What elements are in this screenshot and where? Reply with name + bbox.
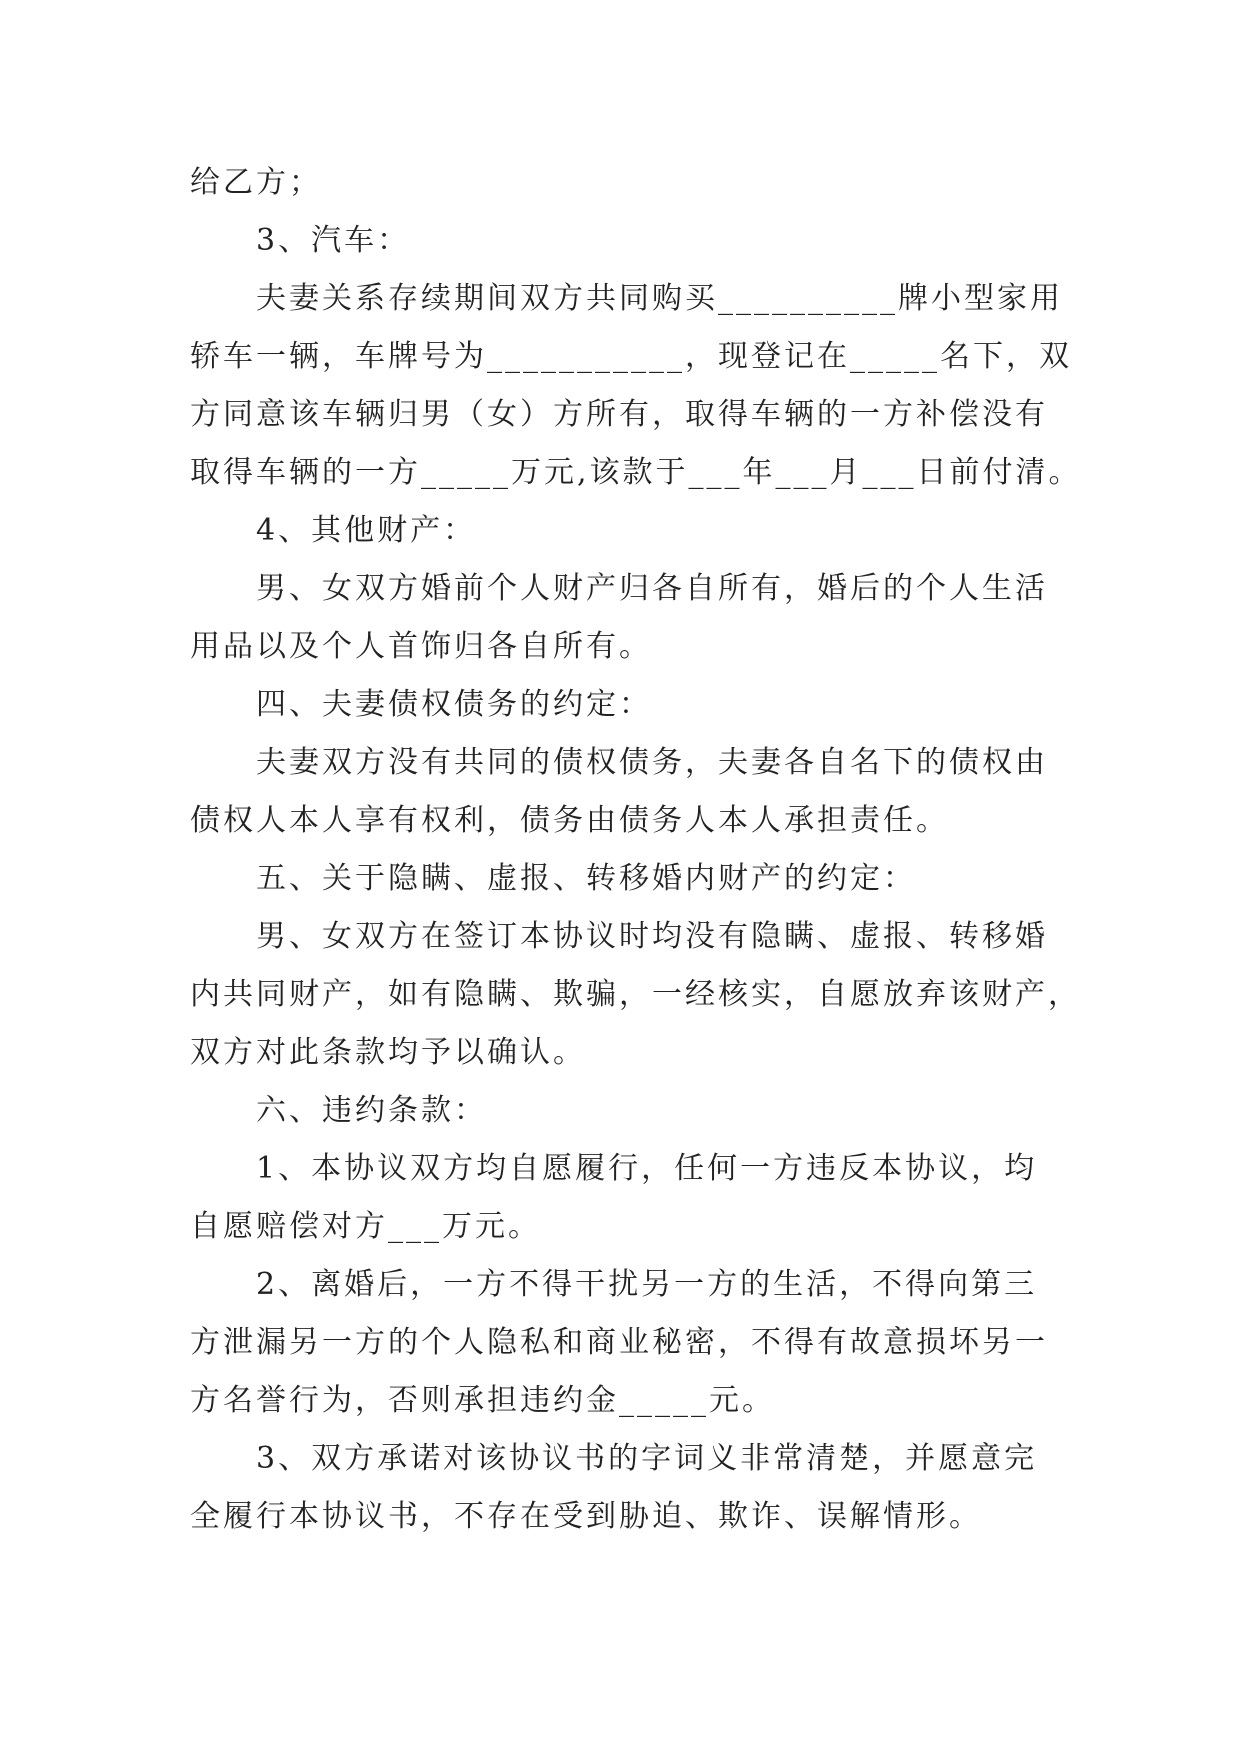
text-line: 3、汽车： (256, 223, 411, 258)
text-line: 四、夫妻债权债务的约定： (256, 687, 652, 722)
text-line: 方名誉行为，否则承担违约金_____元。 (190, 1383, 775, 1418)
text-line: 债权人本人享有权利，债务由债务人本人承担责任。 (190, 803, 949, 838)
text-line: 男、女双方在签订本协议时均没有隐瞒、虚报、转移婚 (256, 919, 1048, 954)
text-line: 五、关于隐瞒、虚报、转移婚内财产的约定： (256, 861, 916, 896)
text-line: 4、其他财产： (256, 513, 477, 548)
text-line: 方泄漏另一方的个人隐私和商业秘密，不得有故意损坏另一 (190, 1325, 1048, 1360)
text-line: 2、离婚后，一方不得干扰另一方的生活，不得向第三 (256, 1267, 1038, 1302)
text-line: 3、双方承诺对该协议书的字词义非常清楚，并愿意完 (256, 1441, 1038, 1476)
text-line: 内共同财产，如有隐瞒、欺骗，一经核实，自愿放弃该财产， (190, 977, 1081, 1012)
text-line: 用品以及个人首饰归各自所有。 (190, 629, 652, 664)
text-line: 给乙方； (190, 165, 322, 200)
text-line: 轿车一辆，车牌号为___________，现登记在_____名下，双 (190, 339, 1072, 374)
text-line: 全履行本协议书，不存在受到胁迫、欺诈、误解情形。 (190, 1499, 982, 1534)
text-line: 六、违约条款： (256, 1093, 487, 1128)
text-line: 夫妻关系存续期间双方共同购买__________牌小型家用 (256, 281, 1063, 316)
text-line: 自愿赔偿对方___万元。 (190, 1209, 541, 1244)
document-body (190, 154, 1082, 1546)
text-line: 双方对此条款均予以确认。 (190, 1035, 586, 1070)
text-line: 男、女双方婚前个人财产归各自所有，婚后的个人生活 (256, 571, 1048, 606)
text-line: 方同意该车辆归男（女）方所有，取得车辆的一方补偿没有 (190, 397, 1048, 432)
text-line: 取得车辆的一方_____万元,该款于___年___月___日前付清。 (190, 455, 1082, 490)
text-line: 1、本协议双方均自愿履行，任何一方违反本协议，均 (256, 1151, 1038, 1186)
text-line: 夫妻双方没有共同的债权债务，夫妻各自名下的债权由 (256, 745, 1048, 780)
